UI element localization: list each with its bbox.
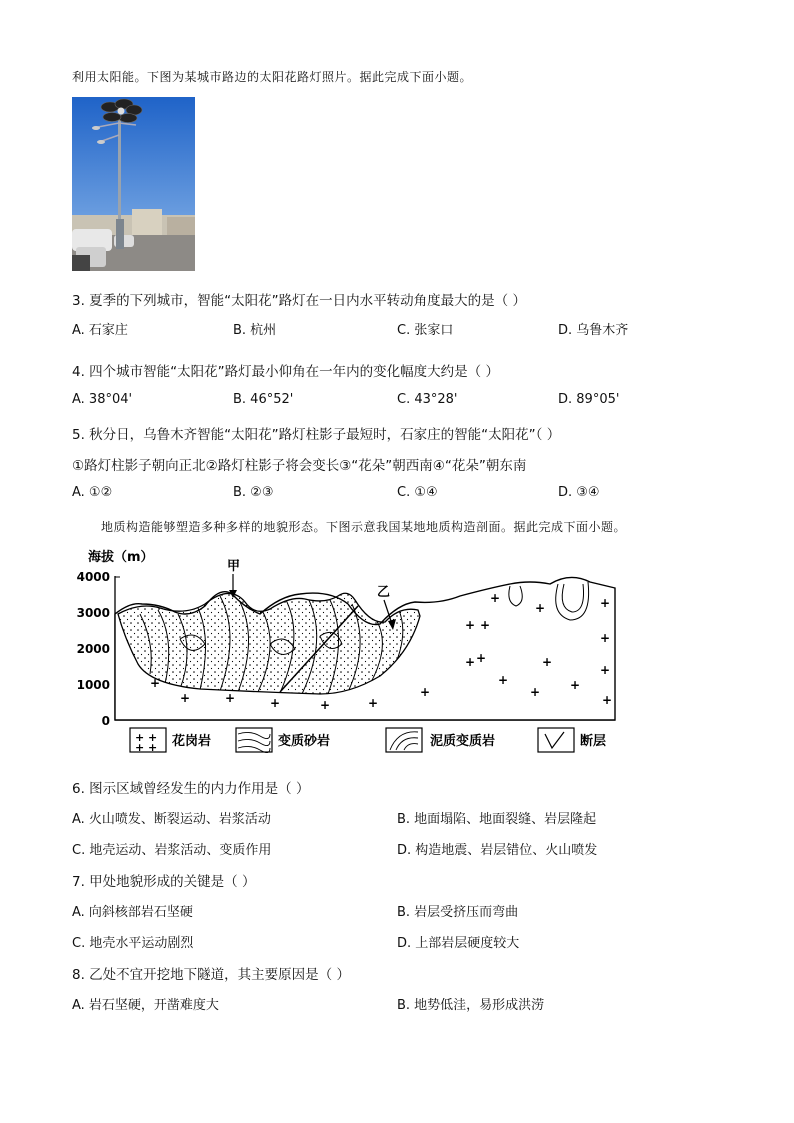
tick-3000: 3000: [76, 606, 110, 620]
svg-text:+: +: [320, 698, 331, 712]
legend-fault: 断层: [580, 734, 607, 749]
svg-text:+: +: [535, 601, 546, 615]
q3-option-c: C. 张家口: [397, 323, 454, 338]
svg-text:+ +: + +: [135, 741, 158, 754]
q6-option-a: A. 火山喷发、断裂运动、岩浆活动: [72, 812, 271, 827]
tick-2000: 2000: [76, 642, 110, 656]
svg-text:+: +: [465, 655, 476, 669]
q6-option-c: C. 地壳运动、岩浆活动、变质作用: [72, 843, 272, 858]
question-5-stem: 5. 秋分日，乌鲁木齐智能“太阳花”路灯柱影子最短时，石家庄的智能“太阳花”（ ）: [72, 427, 561, 443]
svg-text:+: +: [570, 678, 581, 692]
q4-option-b: B. 46°52': [233, 392, 294, 407]
question-7-stem: 7. 甲处地貌形成的关键是（ ）: [72, 874, 256, 890]
tick-1000: 1000: [76, 678, 110, 692]
question-5-statements: ①路灯柱影子朝向正北②路灯柱影子将会变长③“花朵”朝西南④“花朵”朝东南: [72, 458, 527, 474]
svg-text:+: +: [225, 691, 236, 705]
q5-option-b: B. ②③: [233, 485, 274, 500]
q8-option-b: B. 地势低洼，易形成洪涝: [397, 998, 545, 1013]
intro-text-1: 利用太阳能。下图为某城市路边的太阳花路灯照片。据此完成下面小题。: [72, 70, 473, 84]
q7-option-d: D. 上部岩层硬度较大: [397, 936, 520, 951]
svg-text:+: +: [480, 618, 491, 632]
q5-option-d: D. ③④: [558, 485, 600, 500]
axis-title: 海拔（m）: [88, 550, 154, 565]
q4-option-c: C. 43°28': [397, 392, 458, 407]
question-6-stem: 6. 图示区域曾经发生的内力作用是（ ）: [72, 781, 310, 797]
svg-text:+: +: [180, 691, 191, 705]
label-yi: 乙: [377, 585, 391, 600]
q3-option-a: A. 石家庄: [72, 323, 128, 338]
question-3-stem: 3. 夏季的下列城市，智能“太阳花”路灯在一日内水平转动角度最大的是（ ）: [72, 293, 526, 309]
svg-text:+: +: [600, 631, 611, 645]
legend-granite: 花岗岩: [172, 734, 212, 749]
q4-option-a: A. 38°04': [72, 392, 133, 407]
q7-option-c: C. 地壳水平运动剧烈: [72, 936, 194, 951]
svg-text:+: +: [465, 618, 476, 632]
tick-0: 0: [101, 714, 110, 728]
svg-text:+: +: [602, 693, 613, 707]
q4-option-d: D. 89°05': [558, 392, 620, 407]
svg-text:+: +: [530, 685, 541, 699]
svg-text:+: +: [542, 655, 553, 669]
q8-option-a: A. 岩石坚硬，开凿难度大: [72, 998, 219, 1013]
svg-text:+ +: + +: [135, 731, 158, 744]
solar-lamp-photo: [72, 97, 195, 271]
q3-option-b: B. 杭州: [233, 323, 277, 338]
q3-option-d: D. 乌鲁木齐: [558, 323, 629, 338]
svg-text:+: +: [476, 651, 487, 665]
q5-option-c: C. ①④: [397, 485, 438, 500]
q5-option-a: A. ①②: [72, 485, 113, 500]
q6-option-b: B. 地面塌陷、地面裂缝、岩层隆起: [397, 812, 597, 827]
intro-text-2: 地质构造能够塑造多种多样的地貌形态。下图示意我国某地地质构造剖面。据此完成下面小题。: [101, 520, 627, 534]
svg-text:+: +: [150, 676, 161, 690]
svg-text:+: +: [420, 685, 431, 699]
question-8-stem: 8. 乙处不宜开挖地下隧道，其主要原因是（ ）: [72, 967, 350, 983]
svg-text:+: +: [600, 596, 611, 610]
geologic-section-figure: [76, 544, 620, 754]
svg-text:+: +: [270, 696, 281, 710]
q7-option-b: B. 岩层受挤压而弯曲: [397, 905, 519, 920]
svg-text:+: +: [490, 591, 501, 605]
label-jia: 甲: [227, 559, 241, 574]
svg-text:+: +: [600, 663, 611, 677]
q7-option-a: A. 向斜核部岩石坚硬: [72, 905, 193, 920]
tick-4000: 4000: [76, 570, 110, 584]
q6-option-d: D. 构造地震、岩层错位、火山喷发: [397, 843, 598, 858]
legend-pelitic-metamorphic: 泥质变质岩: [430, 734, 496, 749]
svg-text:+: +: [368, 696, 379, 710]
legend-metasandstone: 变质砂岩: [278, 734, 331, 749]
question-4-stem: 4. 四个城市智能“太阳花”路灯最小仰角在一年内的变化幅度大约是（ ）: [72, 364, 499, 380]
svg-text:+: +: [498, 673, 509, 687]
